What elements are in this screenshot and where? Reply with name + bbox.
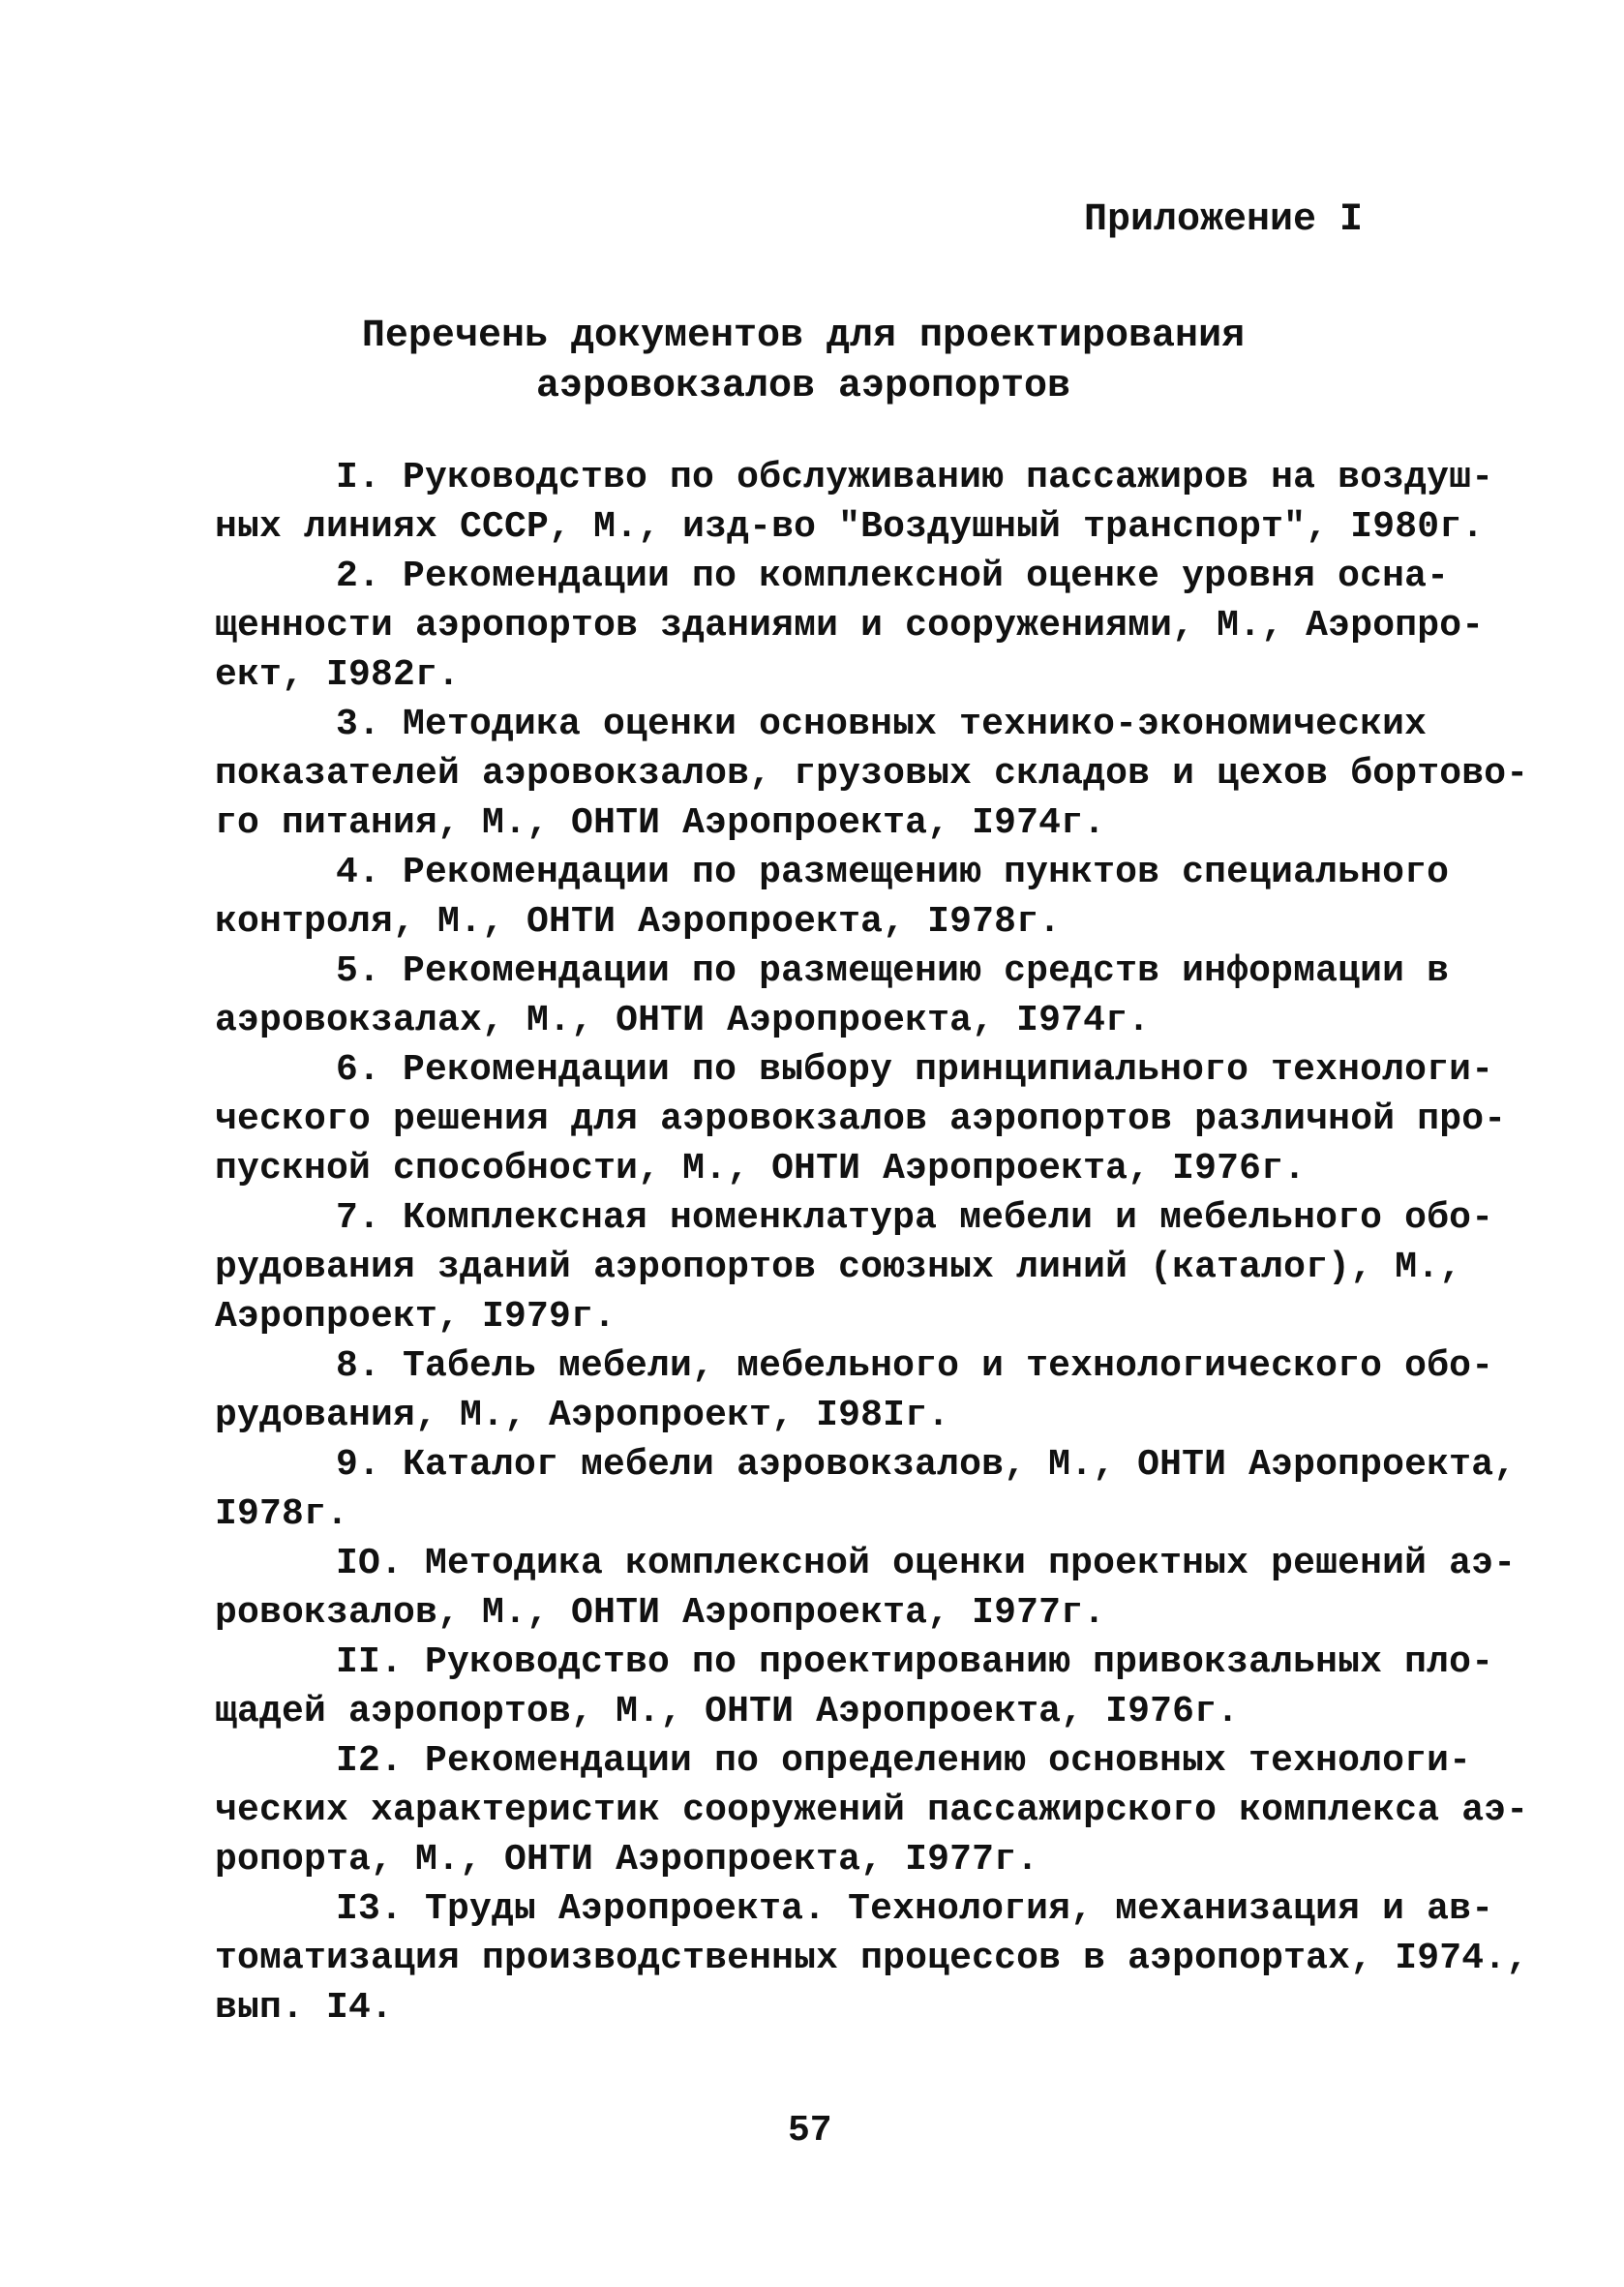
list-item-line: 9. Каталог мебели аэровокзалов, М., ОНТИ Аэропроекта,: [336, 1444, 1517, 1486]
list-item-line: ект, I982г.: [215, 654, 461, 696]
page-number: 57: [788, 2110, 832, 2152]
list-item-line: контроля, М., ОНТИ Аэропроекта, I978г.: [215, 901, 1062, 943]
list-item: [215, 453, 1494, 552]
list-item: [215, 1638, 1494, 1736]
list-item: [215, 1884, 1529, 2032]
list-item: [215, 1193, 1494, 1341]
list-item-line: I2. Рекомендации по определению основных технологи-: [336, 1740, 1472, 1782]
list-item: [215, 947, 1450, 1045]
list-item-line: щадей аэропортов, М., ОНТИ Аэропроекта, I976г.: [215, 1691, 1240, 1732]
list-item: [215, 1045, 1507, 1193]
list-item-line: ческого решения для аэровокзалов аэропортов различной про-: [215, 1098, 1507, 1140]
list-item: [215, 1341, 1494, 1440]
list-item: [215, 1539, 1517, 1638]
list-item-line: ческих характеристик сооружений пассажирского комплекса аэ-: [215, 1790, 1529, 1831]
list-item-line: Аэропроект, I979г.: [215, 1296, 617, 1338]
list-item-line: 7. Комплексная номенклатура мебели и мебельного обо-: [336, 1197, 1494, 1239]
document-title: [223, 312, 1384, 412]
list-item-line: томатизация производственных процессов в аэропортах, I974.,: [215, 1938, 1529, 1979]
reference-list: [215, 453, 1529, 2032]
appendix-label: Приложение I: [1084, 198, 1364, 242]
list-item-line: го питания, М., ОНТИ Аэропроекта, I974г.: [215, 802, 1106, 844]
list-item-line: 6. Рекомендации по выбору принципиального технологи-: [336, 1049, 1494, 1091]
list-item-line: ропорта, М., ОНТИ Аэропроекта, I977г.: [215, 1839, 1039, 1881]
title-line: Перечень документов для проектирования: [361, 315, 1246, 358]
list-item-line: 8. Табель мебели, мебельного и технологического обо-: [336, 1345, 1494, 1387]
list-item-line: 3. Методика оценки основных технико-экономических: [336, 704, 1428, 745]
list-item-line: аэровокзалах, М., ОНТИ Аэропроекта, I974г.: [215, 1000, 1151, 1041]
list-item-line: II. Руководство по проектированию привокзальных пло-: [336, 1641, 1494, 1683]
list-item-line: ных линиях СССР, М., изд-во "Воздушный транспорт", I980г.: [215, 506, 1485, 548]
title-line: аэровокзалов аэропортов: [535, 365, 1071, 408]
list-item-line: показателей аэровокзалов, грузовых складов и цехов бортово-: [215, 753, 1529, 795]
list-item-line: вып. I4.: [215, 1987, 394, 2029]
list-item: [215, 552, 1485, 700]
list-item-line: рудования зданий аэропортов союзных линий (каталог), М.,: [215, 1247, 1462, 1288]
list-item-line: I. Руководство по обслуживанию пассажиров на воздуш-: [336, 457, 1494, 498]
list-item-line: 2. Рекомендации по комплексной оценке уровня осна-: [336, 556, 1450, 597]
list-item-line: IO. Методика комплексной оценки проектных решений аэ-: [336, 1543, 1517, 1584]
list-item-line: I3. Труды Аэропроекта. Технология, механизация и ав-: [336, 1888, 1494, 1930]
list-item: [215, 848, 1450, 947]
list-item-line: ровокзалов, М., ОНТИ Аэропроекта, I977г.: [215, 1592, 1106, 1634]
list-item-line: пускной способности, М., ОНТИ Аэропроекта, I976г.: [215, 1148, 1307, 1189]
list-item: [215, 700, 1529, 848]
list-item-line: 5. Рекомендации по размещению средств информации в: [336, 950, 1450, 992]
list-item: [215, 1440, 1517, 1539]
list-item: [215, 1736, 1529, 1884]
list-item-line: 4. Рекомендации по размещению пунктов специального: [336, 852, 1450, 893]
list-item-line: рудования, М., Аэропроект, I98Iг.: [215, 1395, 950, 1436]
list-item-line: I978г.: [215, 1493, 349, 1535]
list-item-line: щенности аэропортов зданиями и сооружениями, М., Аэропро-: [215, 605, 1485, 647]
